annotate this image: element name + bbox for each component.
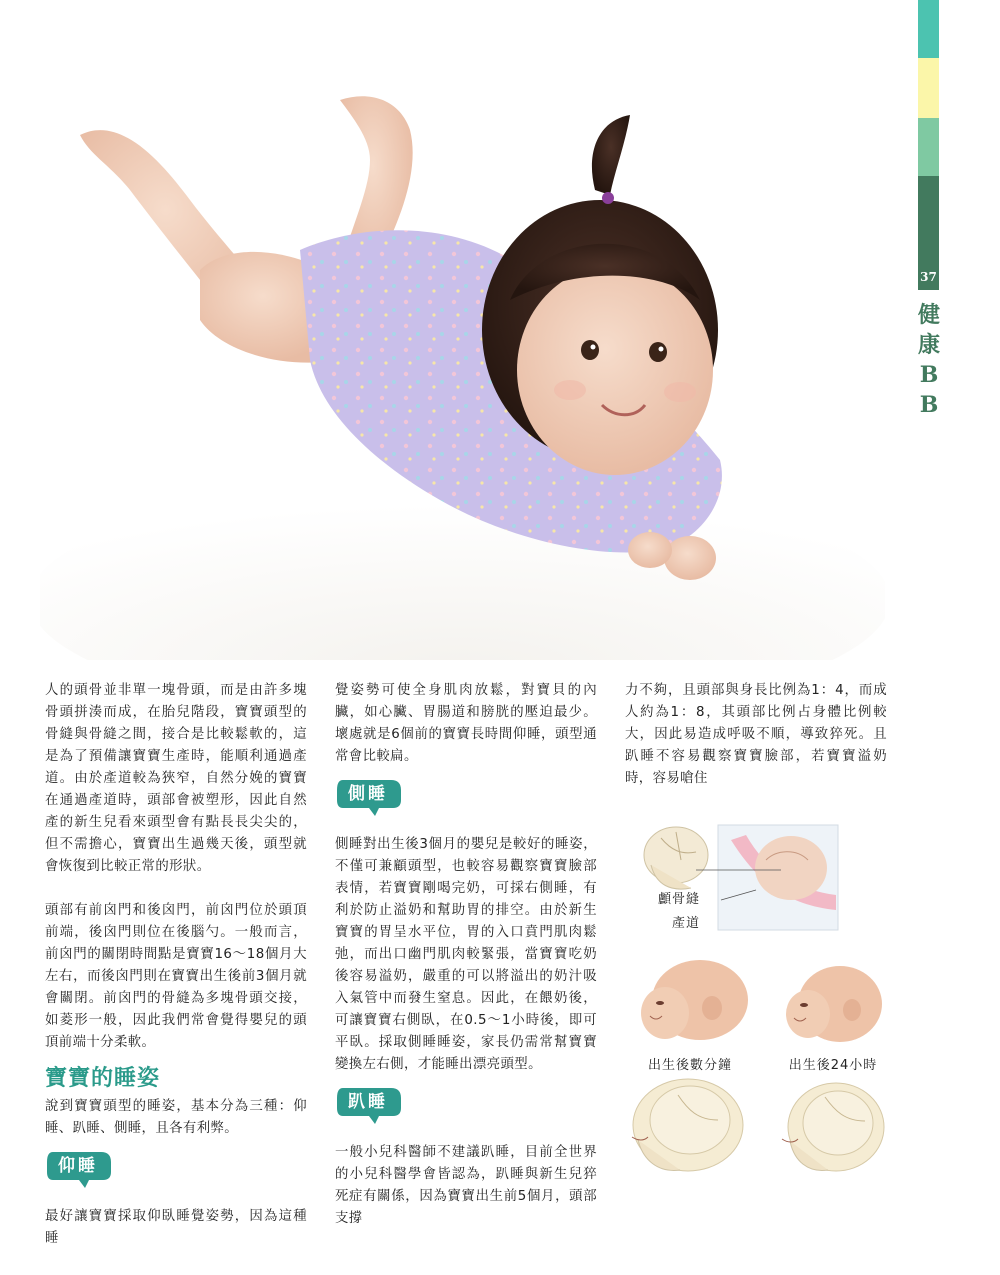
paragraph: 覺姿勢可使全身肌肉放鬆，對寶貝的內臟，如心臟、胃腸道和膀胱的壓迫最少。壞處就是6個前的寶寶長時間仰睡，頭型通常會比較扁。: [335, 683, 597, 764]
tab-color-teal: [918, 0, 939, 58]
text-column-3: [625, 680, 887, 790]
section-title: [917, 300, 941, 420]
text-column-1: [45, 680, 307, 1250]
section-heading: 寶寶的睡姿: [45, 1066, 161, 1091]
paragraph: 一般小兒科醫師不建議趴睡，目前全世界的小兒科醫學會皆認為，趴睡與新生兒猝死症有關係，因為寶寶出生前5個月，頭部支撐: [335, 1145, 597, 1226]
section-title-char: B: [919, 362, 939, 388]
paragraph: 側睡對出生後3個月的嬰兒是較好的睡姿，不僅可兼顧頭型，也較容易觀察寶寶臉部表情，若寶寶剛喝完奶，可採右側睡，有利於防止溢奶和幫助胃的排空。由於新生寶寶的胃呈水平位，胃的入口賁門肌肉鬆弛，而出口幽門肌肉較緊張，當寶寶吃奶後容易溢奶，嚴重的可以將溢出的奶汁吸入氣管中而發生窒息。因此，在餵奶後，可讓寶寶右側臥，在0.5～1小時後，即可平臥。採取側睡睡姿，家長仍需常幫寶寶變換左右側，才能睡出漂亮頭型。: [335, 837, 597, 1072]
side-tab-strip: [918, 0, 939, 290]
caption-minutes: 出生後數分鐘: [647, 1058, 732, 1073]
section-title-char: 健: [917, 302, 940, 328]
speech-bubble-side: [335, 778, 405, 818]
paragraph: 最好讓寶寶採取仰臥睡覺姿勢，因為這種睡: [45, 1209, 307, 1246]
paragraph: 說到寶寶頭型的睡姿，基本分為三種：仰睡、趴睡、側睡，且各有利弊。: [45, 1099, 307, 1136]
paragraph: 人的頭骨並非單一塊骨頭，而是由許多塊骨頭拼湊而成，在胎兒階段，寶寶頭型的骨縫與骨縫之間，接合是比較鬆軟的，這是為了預備讓寶寶生產時，能順利通過產道。由於產道較為狹窄，自然分娩的寶寶在通過產道時，頭部會被塑形，因此自然產的新生兒看來頭型會有點長長尖尖的，但不需擔心，寶寶出生過幾天後，頭型就會恢復到比較正常的形狀。: [45, 683, 307, 874]
label-birth-canal: 產道: [672, 916, 701, 931]
bubble-label: 仰睡: [58, 1156, 98, 1176]
page-number: 37: [918, 259, 939, 290]
speech-bubble-supine: [45, 1150, 115, 1190]
speech-bubble-prone: [335, 1086, 405, 1126]
skull-sketch-minutes-illustration: [618, 1075, 746, 1180]
text-column-2: [335, 680, 597, 1230]
bubble-label: 趴睡: [348, 1092, 388, 1112]
paragraph: 力不夠，且頭部與身長比例為1：4，而成人約為1：8，其頭部比例占身體比例較大，因此易造成呼吸不順，導致猝死。且趴睡不容易觀察寶寶臉部，若寶寶溢奶時，容易嗆住: [625, 683, 887, 786]
bubble-label: 側睡: [348, 784, 388, 804]
newborn-head-24h-illustration: [778, 958, 888, 1050]
tab-color-green: [918, 176, 939, 259]
tab-color-yellow: [918, 58, 939, 118]
skull-sketch-24h-illustration: [770, 1075, 888, 1180]
newborn-head-minutes-illustration: [630, 958, 750, 1050]
tab-color-mint: [918, 118, 939, 176]
label-skull-suture: 顱骨縫: [658, 892, 701, 907]
section-title-char: 康: [917, 332, 940, 358]
paragraph: 頭部有前囟門和後囟門，前囟門位於頭頂前端，後囟門則位在後腦勺。一般而言，前囟門的關閉時間點是寶寶16～18個月大左右，而後囟門則在寶寶出生後前3個月就會關閉。前囟門的骨縫為多塊骨頭交接，如菱形一般，因此我們常會覺得嬰兒的頭頂前端十分柔軟。: [45, 903, 307, 1050]
skull-birth-canal-illustration: [636, 820, 841, 935]
baby-photo: [40, 80, 885, 660]
caption-24h: 出生後24小時: [788, 1058, 878, 1073]
section-title-char: B: [919, 392, 939, 418]
